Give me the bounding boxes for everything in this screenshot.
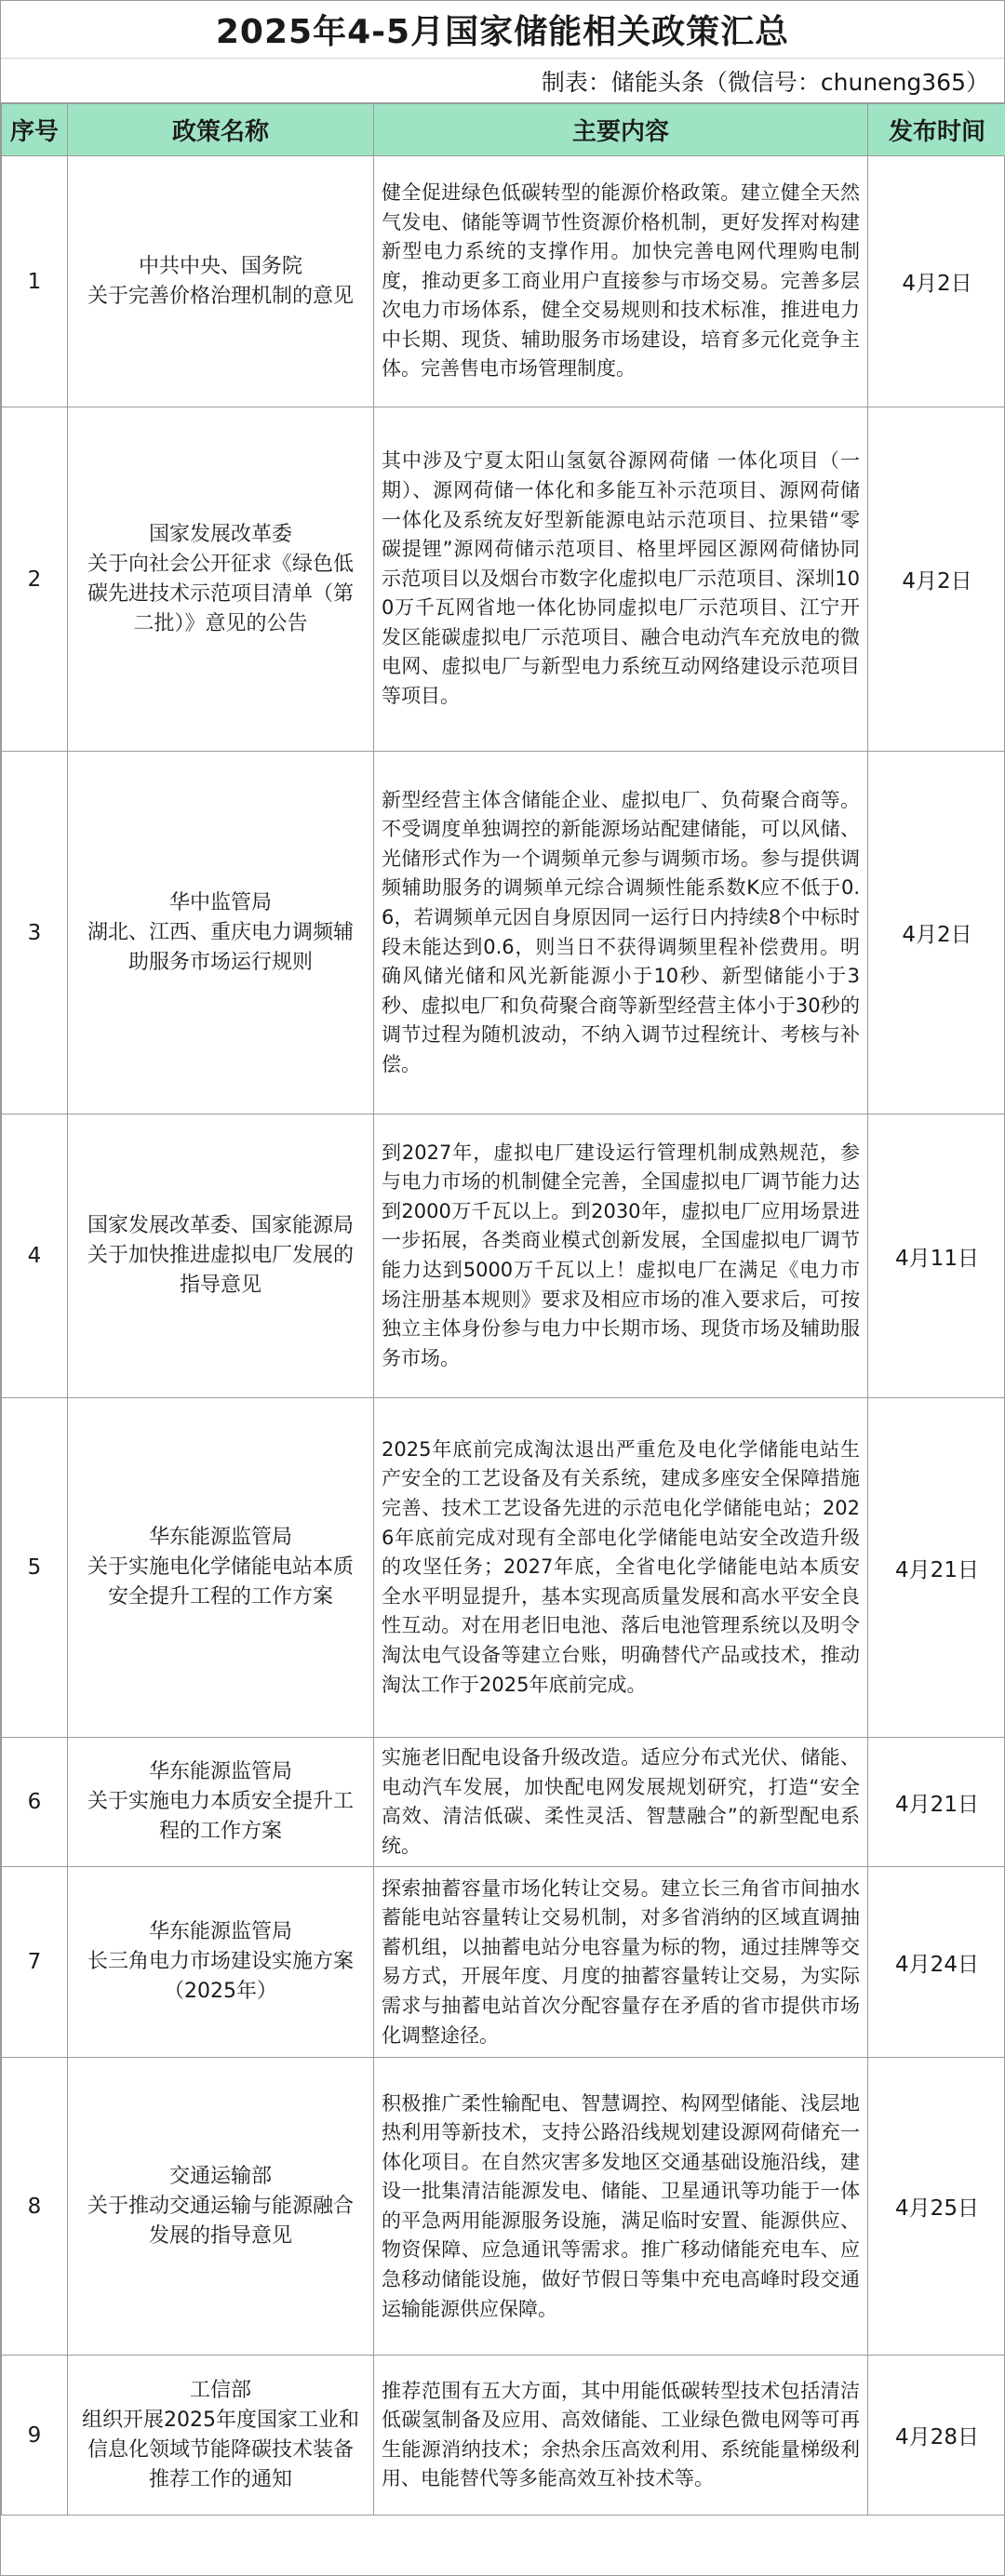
row-number: 4 (2, 1114, 68, 1398)
publish-date: 4月25日 (868, 2058, 1005, 2356)
policy-title: 组织开展2025年度国家工业和信息化领域节能降碳技术装备推荐工作的通知 (82, 2408, 359, 2491)
policy-content: 其中涉及宁夏太阳山氢氨谷源网荷储 一体化项目（一期）、源网荷储一体化和多能互补示范项目、源网荷储一体化及系统友好型新能源电站示范项目、拉果错“零碳提锂”源网荷储示范项目、格里坪园区源网荷储协同示范项目以及烟台市数字化虚拟电厂示范项目、深圳100万千瓦网省地一体化协同虚拟电厂示范项目、江宁开发区能碳虚拟电厂示范项目、融合电动汽车充放电的微电网、虚拟电厂与新型电力系统互动网络建设示范项目等项目。 (374, 407, 868, 752)
policy-name-cell (68, 407, 374, 752)
policy-content: 新型经营主体含储能企业、虚拟电厂、负荷聚合商等。不受调度单独调控的新能源场站配建储能，可以风储、光储形式作为一个调频单元参与调频市场。参与提供调频辅助服务的调频单元综合调频性能系数K应不低于0.6，若调频单元因自身原因同一运行日内持续8个中标时段未能达到0.6，则当日不获得调频里程补偿费用。明确风储光储和风光新能源小于10秒、新型储能小于3秒、虚拟电厂和负荷聚合商等新型经营主体小于30秒的调节过程为随机波动，不纳入调节过程统计、考核与补偿。 (374, 752, 868, 1114)
row-number: 1 (2, 156, 68, 407)
policy-name-cell (68, 752, 374, 1114)
column-header-date: 发布时间 (868, 104, 1005, 156)
policy-table (1, 103, 1005, 2516)
publish-date: 4月28日 (868, 2356, 1005, 2516)
table-row (2, 1867, 1005, 2058)
sheet-title: 2025年4-5月国家储能相关政策汇总 (1, 1, 1004, 59)
issuing-agency: 中共中央、国务院 (138, 254, 302, 278)
publish-date: 4月21日 (868, 1738, 1005, 1867)
policy-name-cell (68, 1738, 374, 1867)
table-row (2, 752, 1005, 1114)
issuing-agency: 国家发展改革委、国家能源局 (87, 1214, 354, 1237)
policy-name-cell (68, 1114, 374, 1398)
policy-content: 健全促进绿色低碳转型的能源价格政策。建立健全天然气发电、储能等调节性资源价格机制，更好发挥对构建新型电力系统的支撑作用。加快完善电网代理购电制度，推动更多工商业用户直接参与市场交易。完善多层次电力市场体系，健全交易规则和技术标准，推进电力中长期、现货、辅助服务市场建设，培育多元化竞争主体。完善售电市场管理制度。 (374, 156, 868, 407)
table-row (2, 2356, 1005, 2516)
policy-name-cell (68, 1398, 374, 1738)
policy-content: 到2027年，虚拟电厂建设运行管理机制成熟规范，参与电力市场的机制健全完善，全国虚拟电厂调节能力达到2000万千瓦以上。到2030年，虚拟电厂应用场景进一步拓展，各类商业模式创新发展，全国虚拟电厂调节能力达到5000万千瓦以上！虚拟电厂在满足《电力市场注册基本规则》要求及相应市场的准入要求后，可按独立主体身份参与电力中长期市场、现货市场及辅助服务市场。 (374, 1114, 868, 1398)
policy-title: 关于推动交通运输与能源融合发展的指导意见 (87, 2194, 354, 2248)
policy-content: 积极推广柔性输配电、智慧调控、构网型储能、浅层地热利用等新技术，支持公路沿线规划建设源网荷储充一体化项目。在自然灾害多发地区交通基础设施沿线，建设一批集清洁能源发电、储能、卫星通讯等功能于一体的平急两用能源服务设施，满足临时安置、能源供应、物资保障、应急通讯等需求。推广移动储能充电车、应急移动储能设施，做好节假日等集中充电高峰时段交通运输能源供应保障。 (374, 2058, 868, 2356)
issuing-agency: 工信部 (189, 2378, 251, 2402)
table-header-row (2, 104, 1005, 156)
policy-name-cell (68, 2356, 374, 2516)
issuing-agency: 华中监管局 (168, 890, 272, 914)
policy-title: 关于实施电化学储能电站本质安全提升工程的工作方案 (87, 1555, 354, 1608)
table-row (2, 1398, 1005, 1738)
row-number: 5 (2, 1398, 68, 1738)
row-number: 2 (2, 407, 68, 752)
publish-date: 4月24日 (868, 1867, 1005, 2058)
policy-title: 湖北、江西、重庆电力调频辅助服务市场运行规则 (87, 920, 354, 974)
policy-title: 关于向社会公开征求《绿色低碳先进技术示范项目清单（第二批）》意见的公告 (87, 552, 354, 635)
publish-date: 4月21日 (868, 1398, 1005, 1738)
issuing-agency: 华东能源监管局 (148, 1920, 292, 1944)
policy-content: 实施老旧配电设备升级改造。适应分布式光伏、储能、电动汽车发展，加快配电网发展规划研究，打造“安全高效、清洁低碳、柔性灵活、智慧融合”的新型配电系统。 (374, 1738, 868, 1867)
row-number: 6 (2, 1738, 68, 1867)
issuing-agency: 华东能源监管局 (148, 1526, 292, 1549)
row-number: 3 (2, 752, 68, 1114)
table-row (2, 1114, 1005, 1398)
publish-date: 4月2日 (868, 407, 1005, 752)
row-number: 7 (2, 1867, 68, 2058)
row-number: 8 (2, 2058, 68, 2356)
source-credit: 制表：储能头条（微信号：chuneng365） (1, 59, 1004, 103)
column-header-no: 序号 (2, 104, 68, 156)
publish-date: 4月2日 (868, 156, 1005, 407)
publish-date: 4月2日 (868, 752, 1005, 1114)
policy-title: 关于完善价格治理机制的意见 (87, 284, 354, 308)
policy-name-cell (68, 1867, 374, 2058)
issuing-agency: 国家发展改革委 (148, 522, 292, 546)
publish-date: 4月11日 (868, 1114, 1005, 1398)
policy-name-cell (68, 2058, 374, 2356)
column-header-name: 政策名称 (68, 104, 374, 156)
policy-title: 关于实施电力本质安全提升工程的工作方案 (87, 1790, 354, 1844)
table-row (2, 156, 1005, 407)
table-row (2, 2058, 1005, 2356)
policy-name-cell (68, 156, 374, 407)
policy-content: 2025年底前完成淘汰退出严重危及电化学储能电站生产安全的工艺设备及有关系统，建成多座安全保障措施完善、技术工艺设备先进的示范电化学储能电站；2026年底前完成对现有全部电化学储能电站安全改造升级的攻坚任务；2027年底，全省电化学储能电站本质安全水平明显提升，基本实现高质量发展和高水平安全良性互动。对在用老旧电池、落后电池管理系统以及明令淘汰电气设备等建立台账，明确替代产品或技术，推动淘汰工作于2025年底前完成。 (374, 1398, 868, 1738)
table-row (2, 1738, 1005, 1867)
policy-content: 探索抽蓄容量市场化转让交易。建立长三角省市间抽水蓄能电站容量转让交易机制，对多省消纳的区域直调抽蓄机组，以抽蓄电站分电容量为标的物，通过挂牌等交易方式，开展年度、月度的抽蓄容量转让交易，为实际需求与抽蓄电站首次分配容量存在矛盾的省市提供市场化调整途径。 (374, 1867, 868, 2058)
policy-title: 长三角电力市场建设实施方案（2025年） (87, 1950, 354, 2004)
row-number: 9 (2, 2356, 68, 2516)
column-header-content: 主要内容 (374, 104, 868, 156)
issuing-agency: 交通运输部 (168, 2164, 272, 2188)
policy-content: 推荐范围有五大方面，其中用能低碳转型技术包括清洁低碳氢制备及应用、高效储能、工业绿色微电网等可再生能源消纳技术；余热余压高效利用、系统能量梯级利用、电能替代等多能高效互补技术等。 (374, 2356, 868, 2516)
table-row (2, 407, 1005, 752)
issuing-agency: 华东能源监管局 (148, 1760, 292, 1784)
policy-title: 关于加快推进虚拟电厂发展的指导意见 (87, 1244, 354, 1297)
